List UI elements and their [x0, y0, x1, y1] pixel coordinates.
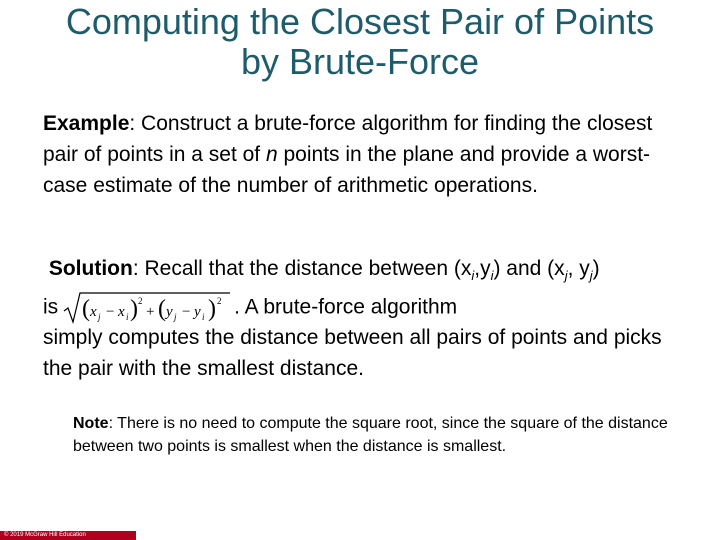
solution-label: Solution	[48, 257, 133, 280]
formula-xj-sub: j	[98, 312, 101, 323]
example-n: n	[265, 143, 278, 166]
formula-sq-1: 2	[138, 296, 143, 307]
formula-xj: x	[90, 304, 97, 321]
distance-formula-svg	[62, 291, 230, 325]
title-line-1: Computing the Closest Pair of Points	[65, 1, 655, 42]
close-paren: )	[592, 257, 600, 280]
formula-minus-1: −	[106, 304, 115, 321]
example-paragraph	[43, 108, 683, 201]
note-label: Note	[73, 415, 109, 432]
paren-close-2: )	[208, 296, 217, 323]
example-text-b: points in the plane and provide a worst-case estimate of the number of arithmetic operations.	[43, 143, 651, 197]
note-text: : There is no need to compute the square root, since the square of the distance between two points is smallest when the distance is smallest.	[73, 415, 668, 455]
formula-yj-sub: j	[174, 312, 177, 323]
formula-minus-2: −	[182, 304, 191, 321]
solution-text-b: ) and (x	[493, 257, 565, 280]
note-paragraph	[73, 412, 703, 458]
paren-close-1: )	[130, 296, 139, 323]
formula-yi-sub: i	[202, 312, 205, 323]
sub-i-1: i	[471, 268, 475, 284]
sub-j-1: j	[564, 268, 568, 284]
comma-space-y: , y	[567, 257, 590, 280]
formula-plus: +	[146, 304, 155, 321]
example-label: Example	[43, 112, 130, 135]
sub-j-2: j	[589, 268, 593, 284]
solution-paragraph	[43, 253, 703, 325]
formula-sq-2: 2	[217, 296, 222, 307]
copyright-footer: © 2019 McGraw Hill Education	[0, 531, 136, 540]
solution-text-a: : Recall that the distance between (x	[132, 257, 472, 280]
comma-y: ,y	[474, 257, 491, 280]
slide-title	[0, 2, 720, 82]
distance-formula	[62, 291, 230, 325]
solution-continuation: simply computes the distance between all pairs of points and picks the pair with the smallest distance.	[43, 326, 662, 380]
formula-xi: x	[118, 304, 125, 321]
solution-text-c: . A brute-force algorithm	[234, 295, 458, 319]
paren-open-2: (	[158, 296, 167, 323]
formula-xi-sub: i	[126, 312, 129, 323]
sub-i-2: i	[490, 268, 494, 284]
example-text-a: : Construct a brute-force algorithm for finding the closest pair of points in a set of	[43, 112, 653, 166]
formula-yj: y	[166, 304, 173, 321]
title-line-2: by Brute-Force	[240, 41, 480, 82]
formula-yi: y	[194, 304, 201, 321]
is-word: is	[43, 295, 59, 319]
paren-open-1: (	[82, 296, 91, 323]
